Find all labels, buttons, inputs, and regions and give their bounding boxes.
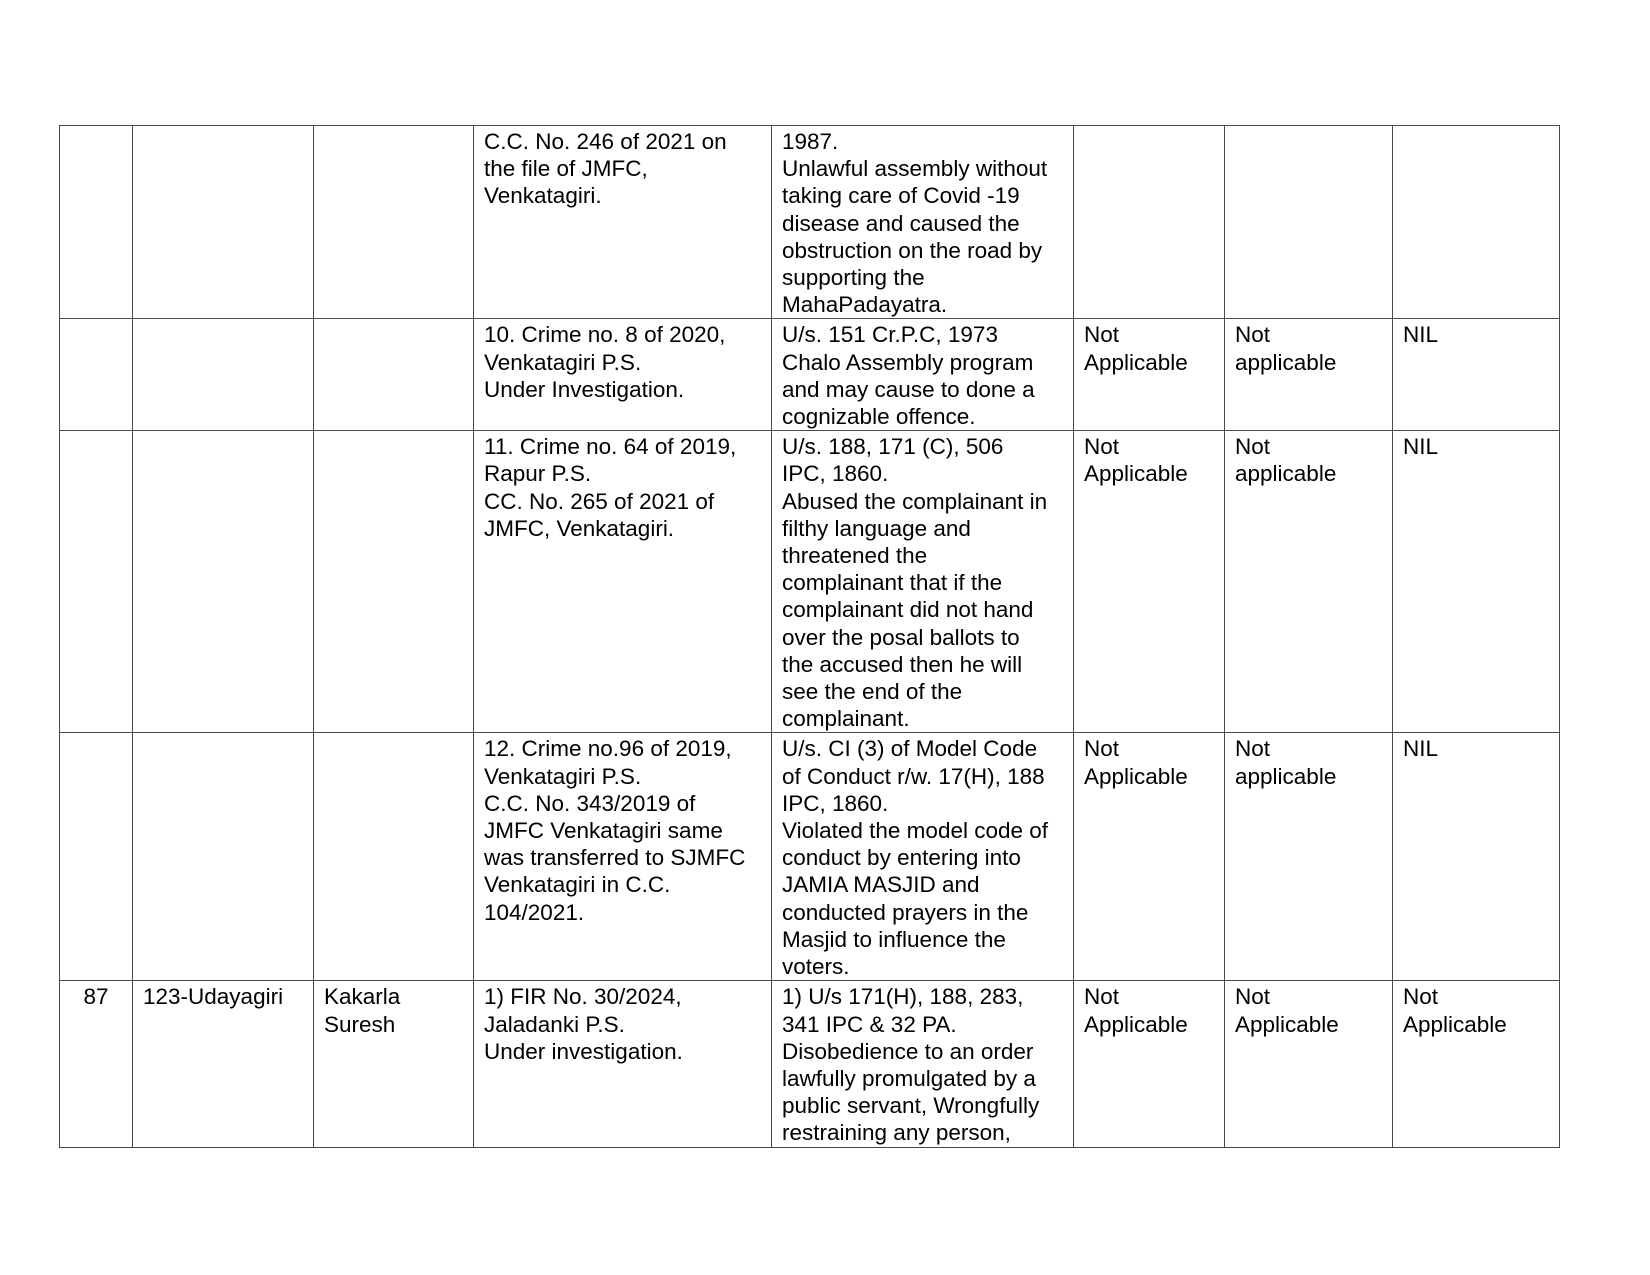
candidate-name-cell (314, 319, 474, 431)
cell-text-line: Venkatagiri in C.C. (484, 872, 671, 898)
cell-text-line: NIL (1403, 434, 1439, 460)
cell-text-line: restraining any person, (782, 1120, 1011, 1146)
records-table (59, 125, 1560, 1148)
case-details-cell (474, 126, 772, 319)
cell-text-line: voters. (782, 954, 850, 980)
case-details-cell (474, 733, 772, 981)
serial-number-cell (60, 126, 133, 319)
cell-text-line: Applicable (1235, 1011, 1339, 1037)
conviction-cell (1393, 981, 1560, 1147)
cell-text-line: JAMIA MASJID and (782, 872, 980, 898)
constituency-cell (133, 126, 314, 319)
cell-text-line: was transferred to SJMFC (484, 845, 746, 871)
cell-text-line: NIL (1403, 322, 1439, 348)
cell-text-line: NIL (1403, 736, 1439, 762)
cell-text-line: and may cause to done a (782, 376, 1035, 402)
offence-description-cell (772, 981, 1074, 1147)
cell-text-line: 104/2021. (484, 899, 585, 925)
cell-text-line: Not (1235, 322, 1271, 348)
cell-text-line: Not (1084, 434, 1120, 460)
cell-text-line: Disobedience to an order (782, 1038, 1034, 1064)
table-row (60, 981, 1560, 1147)
cognizance-cell (1074, 319, 1225, 431)
cell-text-line: obstruction on the road by (782, 237, 1043, 263)
cell-text-line: see the end of the (782, 679, 963, 705)
cell-text-line: threatened the (782, 543, 928, 569)
cell-text-line: Chalo Assembly program (782, 349, 1034, 375)
cell-text-line: taking care of Covid -19 (782, 183, 1020, 209)
cell-text-line: Suresh (324, 1011, 396, 1037)
cell-text-line: cognizable offence. (782, 404, 976, 430)
cognizance-cell (1074, 733, 1225, 981)
table-row (60, 431, 1560, 733)
cell-text-line: Applicable (1084, 1011, 1188, 1037)
cell-text-line: conducted prayers in the (782, 899, 1029, 925)
cell-text-line: CC. No. 265 of 2021 of (484, 488, 715, 514)
candidate-name-cell (314, 733, 474, 981)
candidate-name-cell (314, 431, 474, 733)
cell-text-line: Venkatagiri. (484, 183, 602, 209)
serial-number-cell (60, 733, 133, 981)
constituency-cell (133, 319, 314, 431)
cell-text-line: Venkatagiri P.S. (484, 763, 642, 789)
cell-text-line: 11. Crime no. 64 of 2019, (484, 434, 737, 460)
cell-text-line: Not (1235, 984, 1271, 1010)
cell-text-line: Masjid to influence the (782, 926, 1006, 952)
charges-framed-cell (1225, 319, 1393, 431)
cell-text-line: Kakarla (324, 984, 401, 1010)
cognizance-cell (1074, 126, 1225, 319)
cell-text-line: complainant did not hand (782, 597, 1034, 623)
cell-text-line: Applicable (1084, 763, 1188, 789)
table-body (60, 126, 1560, 1148)
cell-text-line: Under investigation. (484, 1038, 683, 1064)
candidate-name-cell (314, 126, 474, 319)
cell-text-line: U/s. 188, 171 (C), 506 (782, 434, 1004, 460)
offence-description-cell (772, 431, 1074, 733)
cell-text-line: Not (1403, 984, 1439, 1010)
cell-text-line: JMFC Venkatagiri same (484, 818, 723, 844)
cell-text-line: conduct by entering into (782, 845, 1021, 871)
conviction-cell (1393, 126, 1560, 319)
cell-text-line: Not (1084, 736, 1120, 762)
cell-text-line: 1) FIR No. 30/2024, (484, 984, 682, 1010)
cell-text-line: 1987. (782, 129, 839, 154)
cell-text-line: Not (1235, 434, 1271, 460)
cell-text-line: 87 (83, 984, 109, 1010)
cell-text-line: Applicable (1403, 1011, 1507, 1037)
cell-text-line: Violated the model code of (782, 818, 1049, 844)
offence-description-cell (772, 319, 1074, 431)
cognizance-cell (1074, 431, 1225, 733)
cell-text-line: Rapur P.S. (484, 461, 592, 487)
serial-number-cell (60, 431, 133, 733)
cell-text-line: Applicable (1084, 461, 1188, 487)
cell-text-line: lawfully promulgated by a (782, 1065, 1036, 1091)
cognizance-cell (1074, 981, 1225, 1147)
cell-text-line: disease and caused the (782, 210, 1020, 236)
constituency-cell (133, 981, 314, 1147)
cell-text-line: public servant, Wrongfully (782, 1093, 1040, 1119)
cell-text-line: C.C. No. 343/2019 of (484, 790, 696, 816)
cell-text-line: supporting the (782, 265, 925, 291)
cell-text-line: JMFC, Venkatagiri. (484, 515, 675, 541)
serial-number-cell (60, 319, 133, 431)
cell-text-line: Not (1235, 736, 1271, 762)
case-details-cell (474, 981, 772, 1147)
candidate-name-cell (314, 981, 474, 1147)
cell-text-line: Jaladanki P.S. (484, 1011, 625, 1037)
cell-text-line: of Conduct r/w. 17(H), 188 (782, 763, 1045, 789)
cell-text-line: applicable (1235, 461, 1337, 487)
table-row (60, 319, 1560, 431)
cell-text-line: Unlawful assembly without (782, 156, 1048, 182)
cell-text-line: Under Investigation. (484, 376, 685, 402)
charges-framed-cell (1225, 126, 1393, 319)
cell-text-line: Applicable (1084, 349, 1188, 375)
cell-text-line: 341 IPC & 32 PA. (782, 1011, 957, 1037)
cell-text-line: complainant that if the (782, 570, 1003, 596)
cell-text-line: 123-Udayagiri (143, 984, 284, 1010)
cell-text-line: C.C. No. 246 of 2021 on (484, 129, 727, 154)
cell-text-line: applicable (1235, 349, 1337, 375)
cell-text-line: Not (1084, 984, 1120, 1010)
cell-text-line: complainant. (782, 706, 910, 732)
case-details-cell (474, 319, 772, 431)
cell-text-line: the file of JMFC, (484, 156, 648, 182)
constituency-cell (133, 431, 314, 733)
cell-text-line: Not (1084, 322, 1120, 348)
cell-text-line: MahaPadayatra. (782, 292, 948, 318)
cell-text-line: 12. Crime no.96 of 2019, (484, 736, 732, 762)
cell-text-line: Venkatagiri P.S. (484, 349, 642, 375)
cell-text-line: IPC, 1860. (782, 461, 889, 487)
offence-description-cell (772, 733, 1074, 981)
cell-text-line: U/s. 151 Cr.P.C, 1973 (782, 322, 998, 348)
cell-text-line: filthy language and (782, 515, 971, 541)
conviction-cell (1393, 733, 1560, 981)
conviction-cell (1393, 319, 1560, 431)
table-row (60, 733, 1560, 981)
cell-text-line: over the posal ballots to (782, 624, 1020, 650)
conviction-cell (1393, 431, 1560, 733)
case-details-cell (474, 431, 772, 733)
charges-framed-cell (1225, 981, 1393, 1147)
cell-text-line: Abused the complainant in (782, 488, 1048, 514)
cell-text-line: 1) U/s 171(H), 188, 283, (782, 984, 1024, 1010)
constituency-cell (133, 733, 314, 981)
serial-number-cell (60, 981, 133, 1147)
offence-description-cell (772, 126, 1074, 319)
charges-framed-cell (1225, 431, 1393, 733)
table-row (60, 126, 1560, 319)
cell-text-line: the accused then he will (782, 651, 1023, 677)
cell-text-line: U/s. CI (3) of Model Code (782, 736, 1038, 762)
cell-text-line: 10. Crime no. 8 of 2020, (484, 322, 726, 348)
cell-text-line: applicable (1235, 763, 1337, 789)
charges-framed-cell (1225, 733, 1393, 981)
cell-text-line: IPC, 1860. (782, 790, 889, 816)
